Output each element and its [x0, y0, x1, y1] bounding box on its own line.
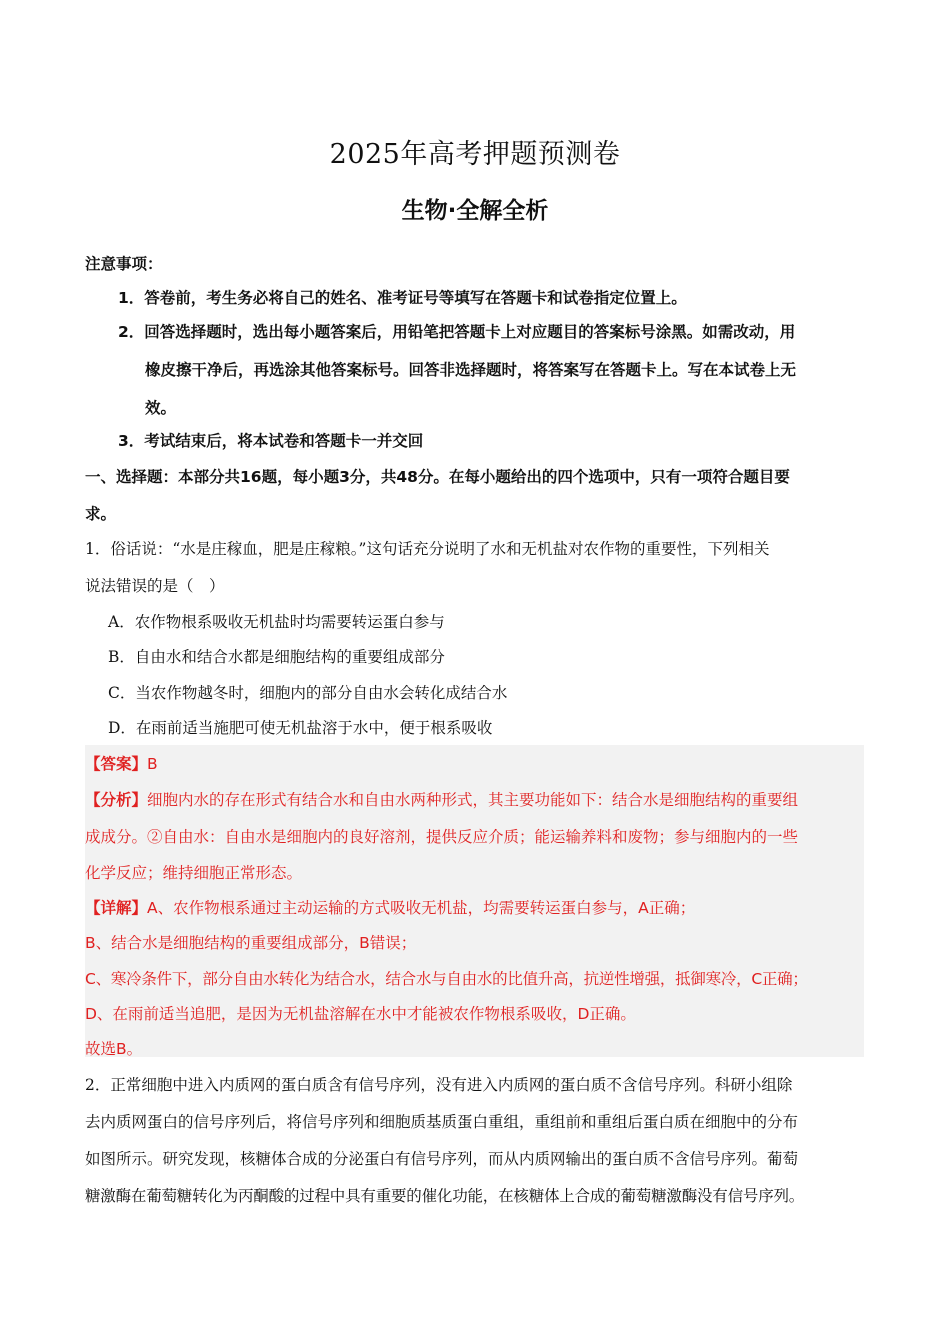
analysis-tag: 【分析】 — [85, 791, 148, 809]
detail-line-3: C、寒冷条件下，部分自由水转化为结合水，结合水与自由水的比值升高，抗逆性增强，抵御寒冷，C正确； — [85, 970, 808, 988]
notice-item-3: 3．考试结束后，将本试卷和答题卡一并交回 — [118, 432, 424, 450]
analysis-line-2: 成成分。②自由水：自由水是细胞内的良好溶剂，提供反应介质；能运输养料和废物；参与细胞内的一些 — [85, 828, 799, 846]
question-2-line-3: 如图所示。研究发现，核糖体合成的分泌蛋白有信号序列，而从内质网输出的蛋白质不含信号序列。葡萄 — [85, 1150, 799, 1168]
option-a: A．农作物根系吸收无机盐时均需要转运蛋白参与 — [108, 613, 445, 631]
section-heading-cont: 求。 — [85, 505, 117, 523]
analysis-line-3: 化学反应；维持细胞正常形态。 — [85, 864, 303, 882]
page-title: 2025年高考押题预测卷 — [329, 139, 621, 170]
option-d: D．在雨前适当施肥可使无机盐溶于水中，便于根系吸收 — [108, 719, 493, 737]
detail-line-5: 故选B。 — [85, 1040, 143, 1058]
notice-heading: 注意事项： — [85, 255, 163, 273]
detail-line-1 — [85, 896, 695, 918]
detail-line-2: B、结合水是细胞结构的重要组成部分，B错误； — [85, 934, 417, 952]
option-b: B．自由水和结合水都是细胞结构的重要组成部分 — [108, 648, 445, 666]
notice-item-2-cont: 橡皮擦干净后，再选涂其他答案标号。回答非选择题时，将答案写在答题卡上。写在本试卷上无 — [145, 361, 797, 379]
question-2-line-4: 糖激酶在葡萄糖转化为丙酮酸的过程中具有重要的催化功能，在核糖体上合成的葡萄糖激酶没有信号序列。 — [85, 1187, 805, 1205]
section-heading: 一、选择题：本部分共16题，每小题3分，共48分。在每小题给出的四个选项中，只有一项符合题目要 — [85, 468, 790, 486]
question-2-line-2: 去内质网蛋白的信号序列后，将信号序列和细胞质基质蛋白重组，重组前和重组后蛋白质在细胞中的分布 — [85, 1113, 799, 1131]
answer-tag: 【答案】 — [85, 755, 148, 773]
page-subtitle: 生物·全解全析 — [401, 198, 549, 224]
question-1-stem-cont: 说法错误的是（ ） — [85, 577, 225, 595]
notice-item-2-cont2: 效。 — [145, 399, 177, 417]
detail-tag: 【详解】 — [85, 899, 148, 917]
analysis-line-1 — [85, 788, 798, 810]
question-1-stem: 1．俗话说：“水是庄稼血，肥是庄稼粮。”这句话充分说明了水和无机盐对农作物的重要性，下列相关 — [85, 540, 770, 558]
notice-item-2: 2．回答选择题时，选出每小题答案后，用铅笔把答题卡上对应题目的答案标号涂黑。如需改动，用 — [118, 323, 796, 341]
detail-line-4: D、在雨前适当追肥，是因为无机盐溶解在水中才能被农作物根系吸收，D正确。 — [85, 1005, 636, 1023]
option-c: C．当农作物越冬时，细胞内的部分自由水会转化成结合水 — [108, 684, 508, 702]
notice-item-1: 1．答卷前，考生务必将自己的姓名、准考证号等填写在答题卡和试卷指定位置上。 — [118, 289, 687, 307]
question-2-line-1: 2．正常细胞中进入内质网的蛋白质含有信号序列，没有进入内质网的蛋白质不含信号序列。科研小组除 — [85, 1076, 793, 1094]
analysis-text-1: 细胞内水的存在形式有结合水和自由水两种形式，其主要功能如下：结合水是细胞结构的重要组 — [147, 791, 799, 809]
answer-line — [85, 752, 158, 774]
answer-value: B — [147, 755, 158, 773]
detail-text-1: A、农作物根系通过主动运输的方式吸收无机盐，均需要转运蛋白参与，A正确； — [147, 899, 696, 917]
